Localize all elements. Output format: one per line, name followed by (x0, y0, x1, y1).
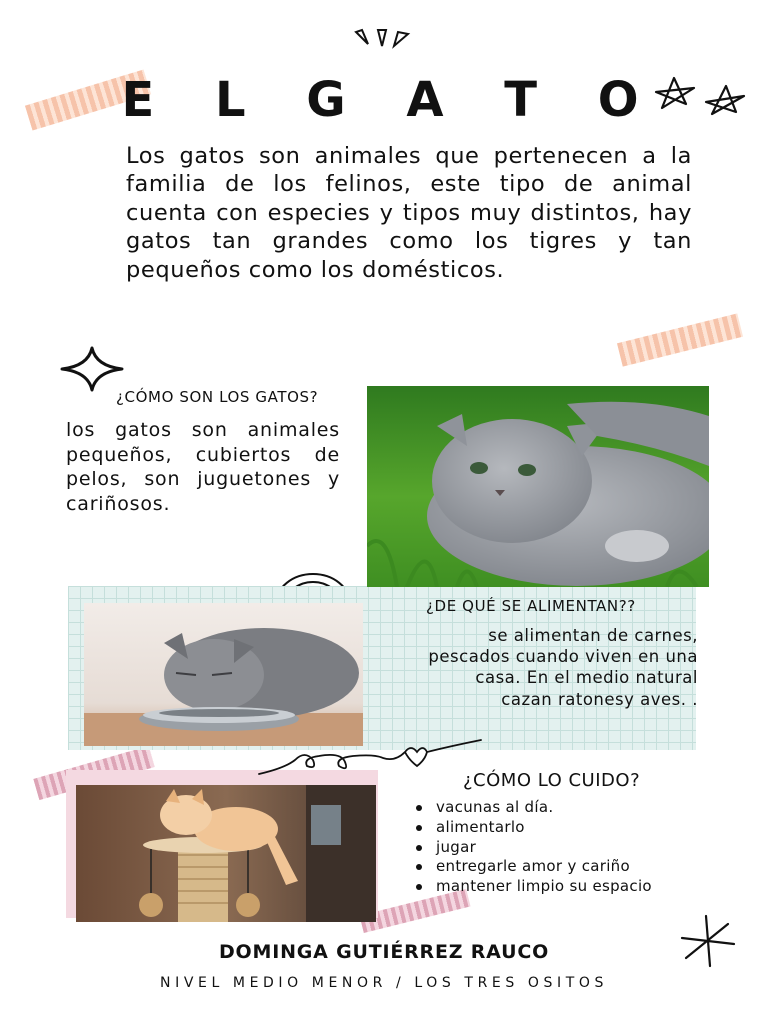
section-heading-care: ¿CÓMO LO CUIDO? (463, 770, 641, 791)
list-item: alimentarlo (412, 818, 692, 838)
appearance-paragraph: los gatos son animales pequeños, cubiertos de pelos, son juguetones y cariñosos. (66, 419, 340, 515)
page-title: E L G A T O (121, 72, 661, 128)
list-item: entregarle amor y cariño (412, 857, 692, 877)
list-item: vacunas al día. (412, 798, 692, 818)
intro-paragraph: Los gatos son animales que pertenecen a la familia de los felinos, este tipo de animal cuenta con especies y tipos muy distintos, hay gatos tan grandes como los tigres y tan pequeños como los domésticos. (126, 143, 692, 283)
four-point-star-icon (58, 346, 126, 392)
orange-kitten-scratching-post-photo (76, 785, 376, 922)
gray-kitten-on-grass-photo (367, 386, 709, 587)
author-name: DOMINGA GUTIÉRREZ RAUCO (218, 941, 550, 963)
care-list (412, 798, 692, 897)
section-heading-diet: ¿DE QUÉ SE ALIMENTAN?? (426, 597, 636, 615)
washi-tape-right (617, 313, 743, 366)
class-level: NIVEL MEDIO MENOR / LOS TRES OSITOS (160, 975, 608, 991)
list-item: mantener limpio su espacio (412, 877, 692, 897)
diet-paragraph: se alimentan de carnes, pescados cuando viven en una casa. En el medio natural cazan ratonesy aves. . (428, 626, 698, 709)
sparkle-lines-icon (350, 26, 414, 50)
section-heading-appearance: ¿CÓMO SON LOS GATOS? (116, 388, 319, 406)
list-item: jugar (412, 838, 692, 858)
gray-cat-eating-photo (84, 603, 363, 746)
